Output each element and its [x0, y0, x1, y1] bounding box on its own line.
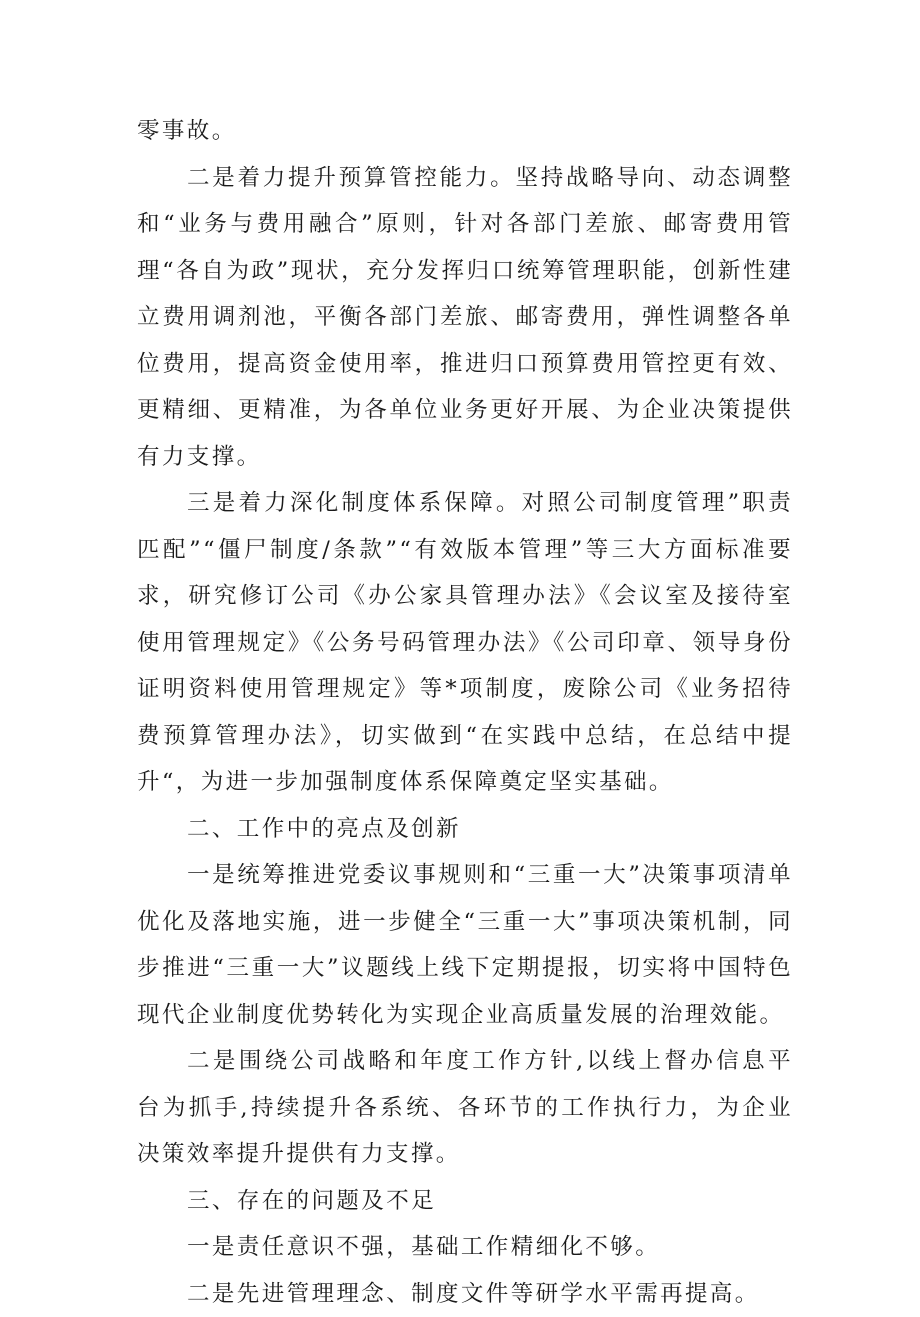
section-heading-highlights: 二、工作中的亮点及创新	[137, 806, 793, 853]
paragraph-budget-control: 二是着力提升预算管控能力。坚持战略导向、动态调整和“业务与费用融合”原则，针对各部门差旅、邮寄费用管理“各自为政”现状，充分发挥归口统筹管理职能，创新性建立费用调剂池，平衡各部门差旅、邮寄费用，弹性调整各单位费用，提高资金使用率，推进归口预算费用管控更有效、更精细、更精准，为各单位业务更好开展、为企业决策提供有力支撑。	[137, 155, 793, 481]
paragraph-decision-mechanism: 一是统筹推进党委议事规则和“三重一大”决策事项清单优化及落地实施，进一步健全“三重一大”事项决策机制，同步推进“三重一大”议题线上线下定期提报，切实将中国特色现代企业制度优势转化为实现企业高质量发展的治理效能。	[137, 852, 793, 1038]
paragraph-supervision-platform: 二是围绕公司战略和年度工作方针,以线上督办信息平台为抓手,持续提升各系统、各环节的工作执行力，为企业决策效率提升提供有力支撑。	[137, 1038, 793, 1178]
section-heading-problems: 三、存在的问题及不足	[137, 1178, 793, 1225]
paragraph-problem-responsibility: 一是责任意识不强，基础工作精细化不够。	[137, 1224, 793, 1271]
paragraph-system-guarantee: 三是着力深化制度体系保障。对照公司制度管理”职责匹配”“僵尸制度/条款”“有效版本管理”等三大方面标准要求，研究修订公司《办公家具管理办法》《会议室及接待室使用管理规定》《公务号码管理办法》《公司印章、领导身份证明资料使用管理规定》等*项制度，废除公司《业务招待费预算管理办法》，切实做到“在实践中总结，在总结中提升“，为进一步加强制度体系保障奠定坚实基础。	[137, 480, 793, 806]
document-body	[137, 108, 793, 1317]
paragraph-continuation: 零事故。	[137, 108, 793, 155]
paragraph-problem-study: 二是先进管理理念、制度文件等研学水平需再提高。	[137, 1271, 793, 1317]
